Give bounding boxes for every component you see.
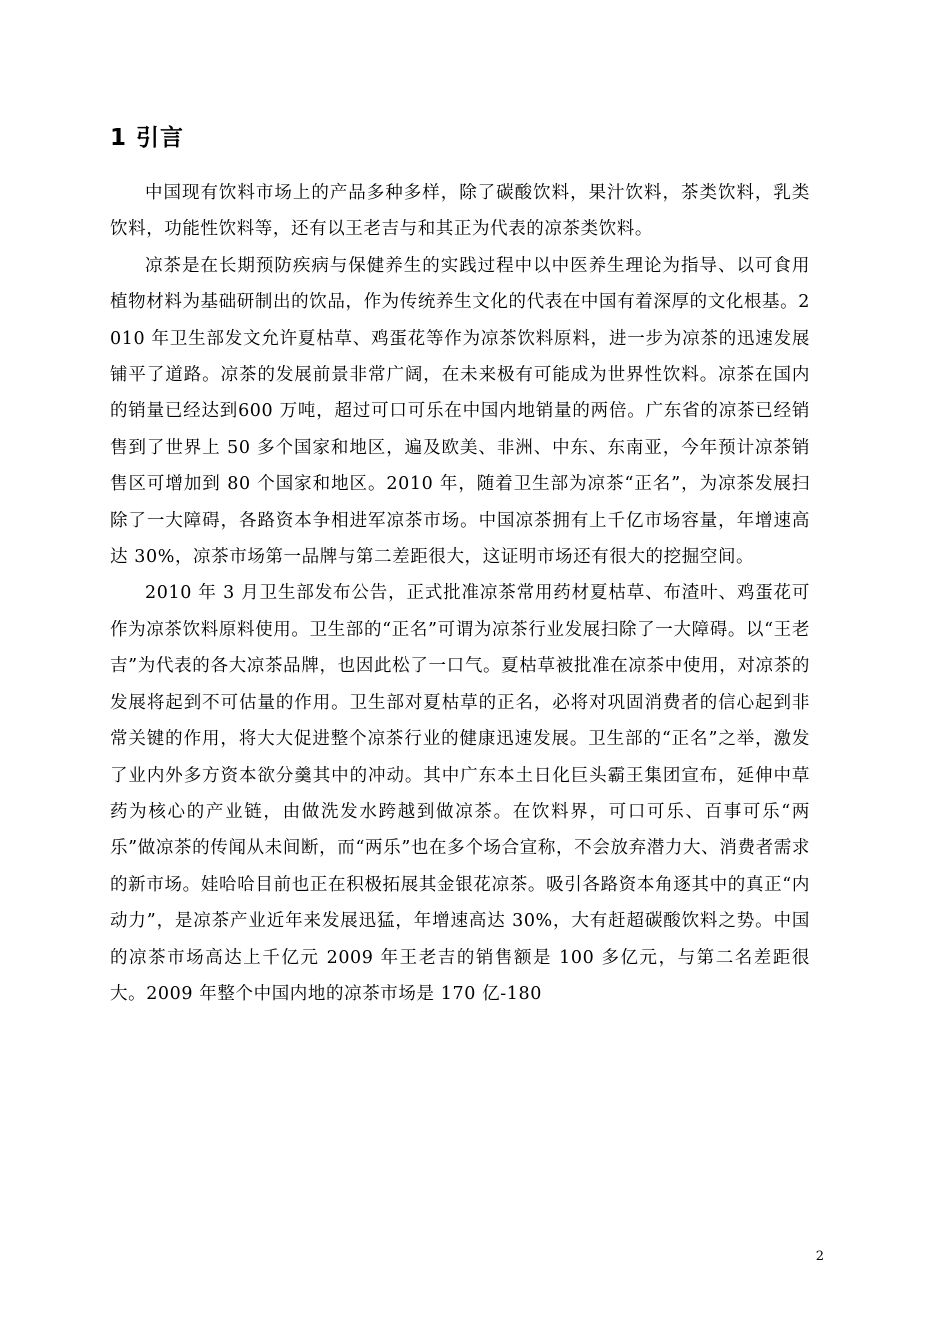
- paragraph-3: 2010 年 3 月卫生部发布公告，正式批准凉茶常用药材夏枯草、布渣叶、鸡蛋花可作为凉茶饮料原料使用。卫生部的“正名”可谓为凉茶行业发展扫除了一大障碍。以“王老吉”为代表的各大凉茶品牌，也因此松了一口气。夏枯草被批准在凉茶中使用，对凉茶的发展将起到不可估量的作用。卫生部对夏枯草的正名，必将对巩固消费者的信心起到非常关键的作用，将大大促进整个凉茶行业的健康迅速发展。卫生部的“正名”之举，激发了业内外多方资本欲分羹其中的冲动。其中广东本土日化巨头霸王集团宣布，延伸中草药为核心的产业链，由做洗发水跨越到做凉茶。在饮料界，可口可乐、百事可乐“两乐”做凉茶的传闻从未间断，而“两乐”也在多个场合宣称，不会放弃潜力大、消费者需求的新市场。娃哈哈目前也正在积极拓展其金银花凉茶。吸引各路资本角逐其中的真正“内动力”，是凉茶产业近年来发展迅猛，年增速高达 30%，大有赶超碳酸饮料之势。中国的凉茶市场高达上千亿元 2009 年王老吉的销售额是 100 多亿元，与第二名差距很大。2009 年整个中国内地的凉茶市场是 170 亿-180: [110, 583, 810, 1004]
- body-text: [110, 175, 810, 1012]
- paragraph-2: 凉茶是在长期预防疾病与保健养生的实践过程中以中医养生理论为指导、以可食用植物材料为基础研制出的饮品，作为传统养生文化的代表在中国有着深厚的文化根基。2010 年卫生部发文允许夏枯草、鸡蛋花等作为凉茶饮料原料，进一步为凉茶的迅速发展铺平了道路。凉茶的发展前景非常广阔，在未来极有可能成为世界性饮料。凉茶在国内的销量已经达到600 万吨，超过可口可乐在中国内地销量的两倍。广东省的凉茶已经销售到了世界上 50 多个国家和地区，遍及欧美、非洲、中东、东南亚，今年预计凉茶销售区可增加到 80 个国家和地区。2010 年，随着卫生部为凉茶“正名”，为凉茶发展扫除了一大障碍，各路资本争相进军凉茶市场。中国凉茶拥有上千亿市场容量，年增速高达 30%，凉茶市场第一品牌与第二差距很大，这证明市场还有很大的挖掘空间。: [110, 255, 810, 568]
- section-heading: 1 引言: [110, 125, 185, 151]
- paragraph-1: 中国现有饮料市场上的产品多种多样，除了碳酸饮料，果汁饮料，茶类饮料，乳类饮料，功能性饮料等，还有以王老吉与和其正为代表的凉茶类饮料。: [110, 183, 810, 240]
- page-number: 2: [815, 1249, 824, 1264]
